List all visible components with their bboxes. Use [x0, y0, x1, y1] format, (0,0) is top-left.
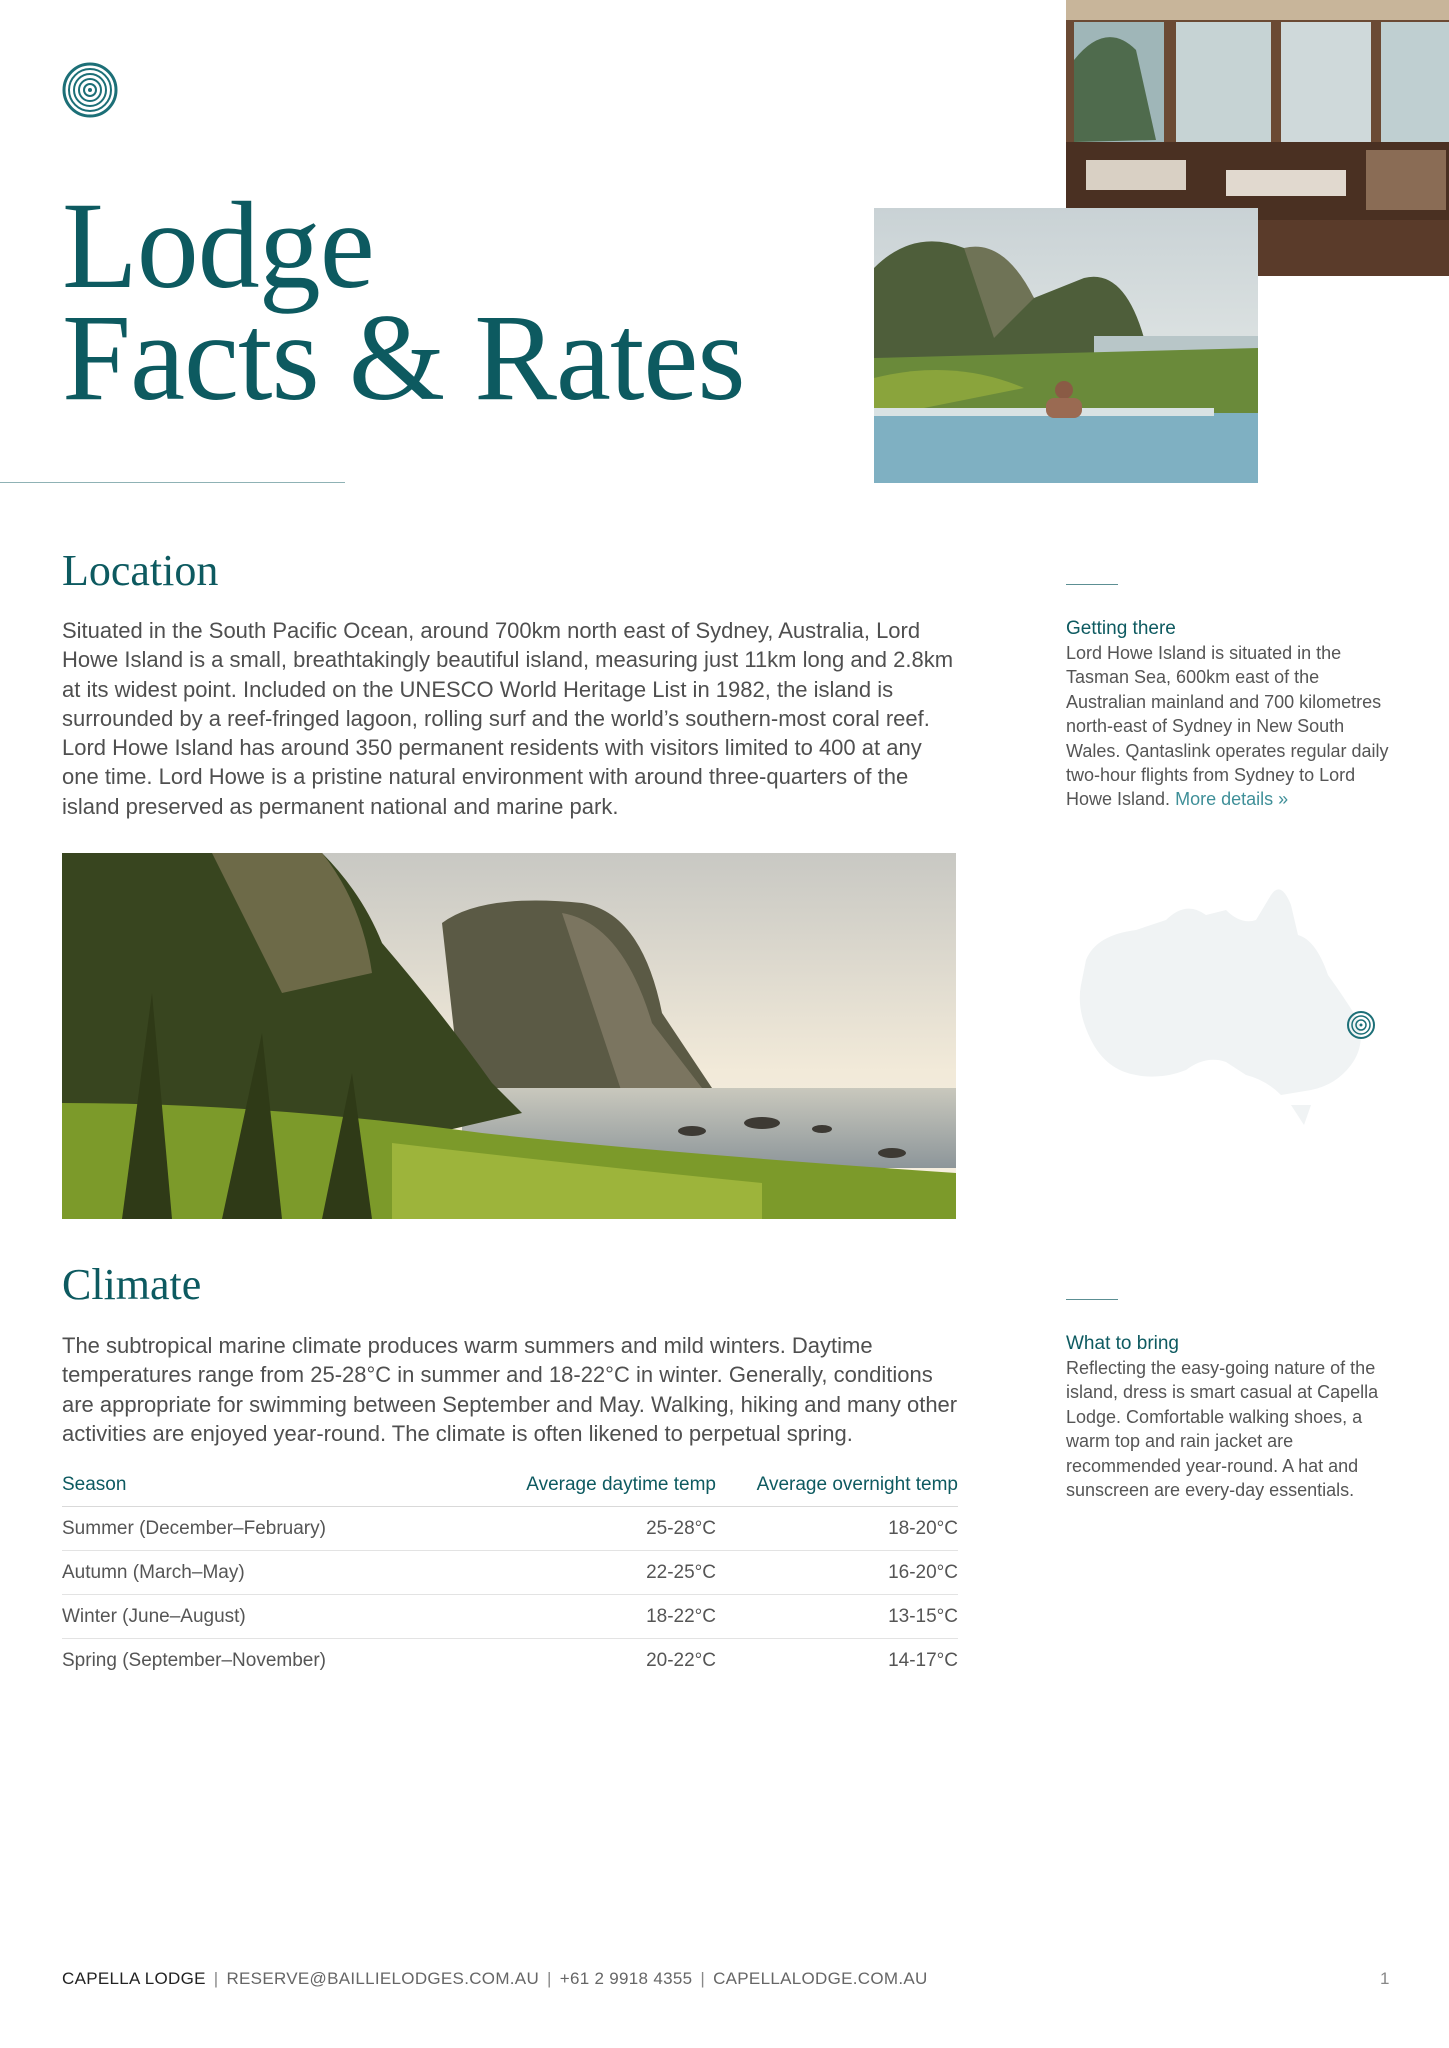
page-title	[62, 177, 745, 426]
column-header-overnight: Average overnight temp	[716, 1474, 958, 1507]
season-cell: Spring (September–November)	[62, 1649, 327, 1671]
daytime-temp-cell: 18-22°C	[492, 1595, 716, 1639]
getting-there-text	[1066, 641, 1396, 812]
getting-there-heading: Getting there	[1066, 618, 1176, 639]
title-line-1: Lodge	[62, 177, 374, 314]
overnight-temp-cell: 18-20°C	[716, 1507, 958, 1551]
what-to-bring-text: Reflecting the easy-going nature of the island, dress is smart casual at Capella Lodge. Comfortable walking shoes, a warm top and rain jacket are recommended year-round. A hat and sunscreen are every-day essentials.	[1066, 1358, 1379, 1501]
daytime-temp-cell: 22-25°C	[492, 1551, 716, 1595]
footer-email-link[interactable]: RESERVE@BAILLIELODGES.COM.AU	[226, 1969, 540, 1988]
footer-phone[interactable]: +61 2 9918 4355	[559, 1969, 693, 1988]
location-heading: Location	[62, 546, 219, 595]
climate-heading: Climate	[62, 1260, 202, 1309]
climate-description: The subtropical marine climate produces warm summers and mild winters. Daytime temperatures range from 25-28°C in summer and 18-22°C in winter. Generally, conditions are appropriate for swimming between September and May. Walking, hiking and many other activities are enjoyed year-round. The climate is often likened to perpetual spring.	[62, 1333, 958, 1446]
footer-separator: |	[547, 1969, 552, 1988]
infinity-pool-photo	[874, 208, 1258, 483]
table-header-row	[62, 1474, 958, 1507]
daytime-temp-cell: 25-28°C	[492, 1507, 716, 1551]
season-cell: Summer (December–February)	[62, 1507, 492, 1551]
location-description: Situated in the South Pacific Ocean, around 700km north east of Sydney, Australia, Lord Howe Island is a small, breathtakingly beautiful island, measuring just 11km long and 2.8km at its widest point. Included on the UNESCO World Heritage List in 1982, the island is surrounded by a reef-fringed lagoon, rolling surf and the world’s southern-most coral reef. Lord Howe Island has around 350 permanent residents with visitors limited to 400 at any one time. Lord Howe is a pristine natural environment with around three-quarters of the island preserved as permanent national and marine park.	[62, 618, 954, 819]
overnight-temp-cell: 16-20°C	[716, 1551, 958, 1595]
page-number: 1	[1380, 1969, 1390, 1988]
footer-website-link[interactable]: CAPELLALODGE.COM.AU	[713, 1969, 928, 1988]
footer-brand: CAPELLA LODGE	[62, 1969, 206, 1988]
column-header-daytime: Average daytime temp	[492, 1474, 716, 1507]
what-to-bring-divider	[1066, 1299, 1118, 1300]
overnight-temp-cell: 13-15°C	[716, 1595, 958, 1639]
spiral-logo-icon	[62, 62, 118, 118]
table-row	[62, 1639, 958, 1683]
season-cell: Winter (June–August)	[62, 1595, 492, 1639]
island-landscape-photo	[62, 853, 956, 1219]
climate-table	[62, 1474, 958, 1682]
more-details-link[interactable]: More details »	[1175, 789, 1289, 810]
season-cell: Autumn (March–May)	[62, 1551, 492, 1595]
footer-separator: |	[700, 1969, 706, 1988]
table-row	[62, 1551, 958, 1595]
daytime-temp-cell: 20-22°C	[646, 1649, 716, 1671]
footer-separator: |	[213, 1969, 219, 1988]
getting-there-body: Lord Howe Island is situated in the Tasman Sea, 600km east of the Australian mainland and 700 kilometres north-east of Sydney in New South Wales. Qantaslink operates regular daily two-hour flights from Sydney to Lord Howe Island.	[1066, 643, 1389, 810]
title-line-2: Facts & Rates	[62, 289, 745, 426]
getting-there-divider	[1066, 584, 1118, 585]
australia-map	[1066, 880, 1386, 1130]
title-divider	[0, 482, 345, 483]
lord-howe-island-marker	[1348, 1012, 1374, 1038]
overnight-temp-cell: 14-17°C	[888, 1649, 958, 1671]
what-to-bring-heading: What to bring	[1066, 1333, 1179, 1354]
column-header-season: Season	[62, 1474, 492, 1507]
table-row	[62, 1595, 958, 1639]
footer	[62, 1969, 928, 1989]
table-row	[62, 1507, 958, 1551]
